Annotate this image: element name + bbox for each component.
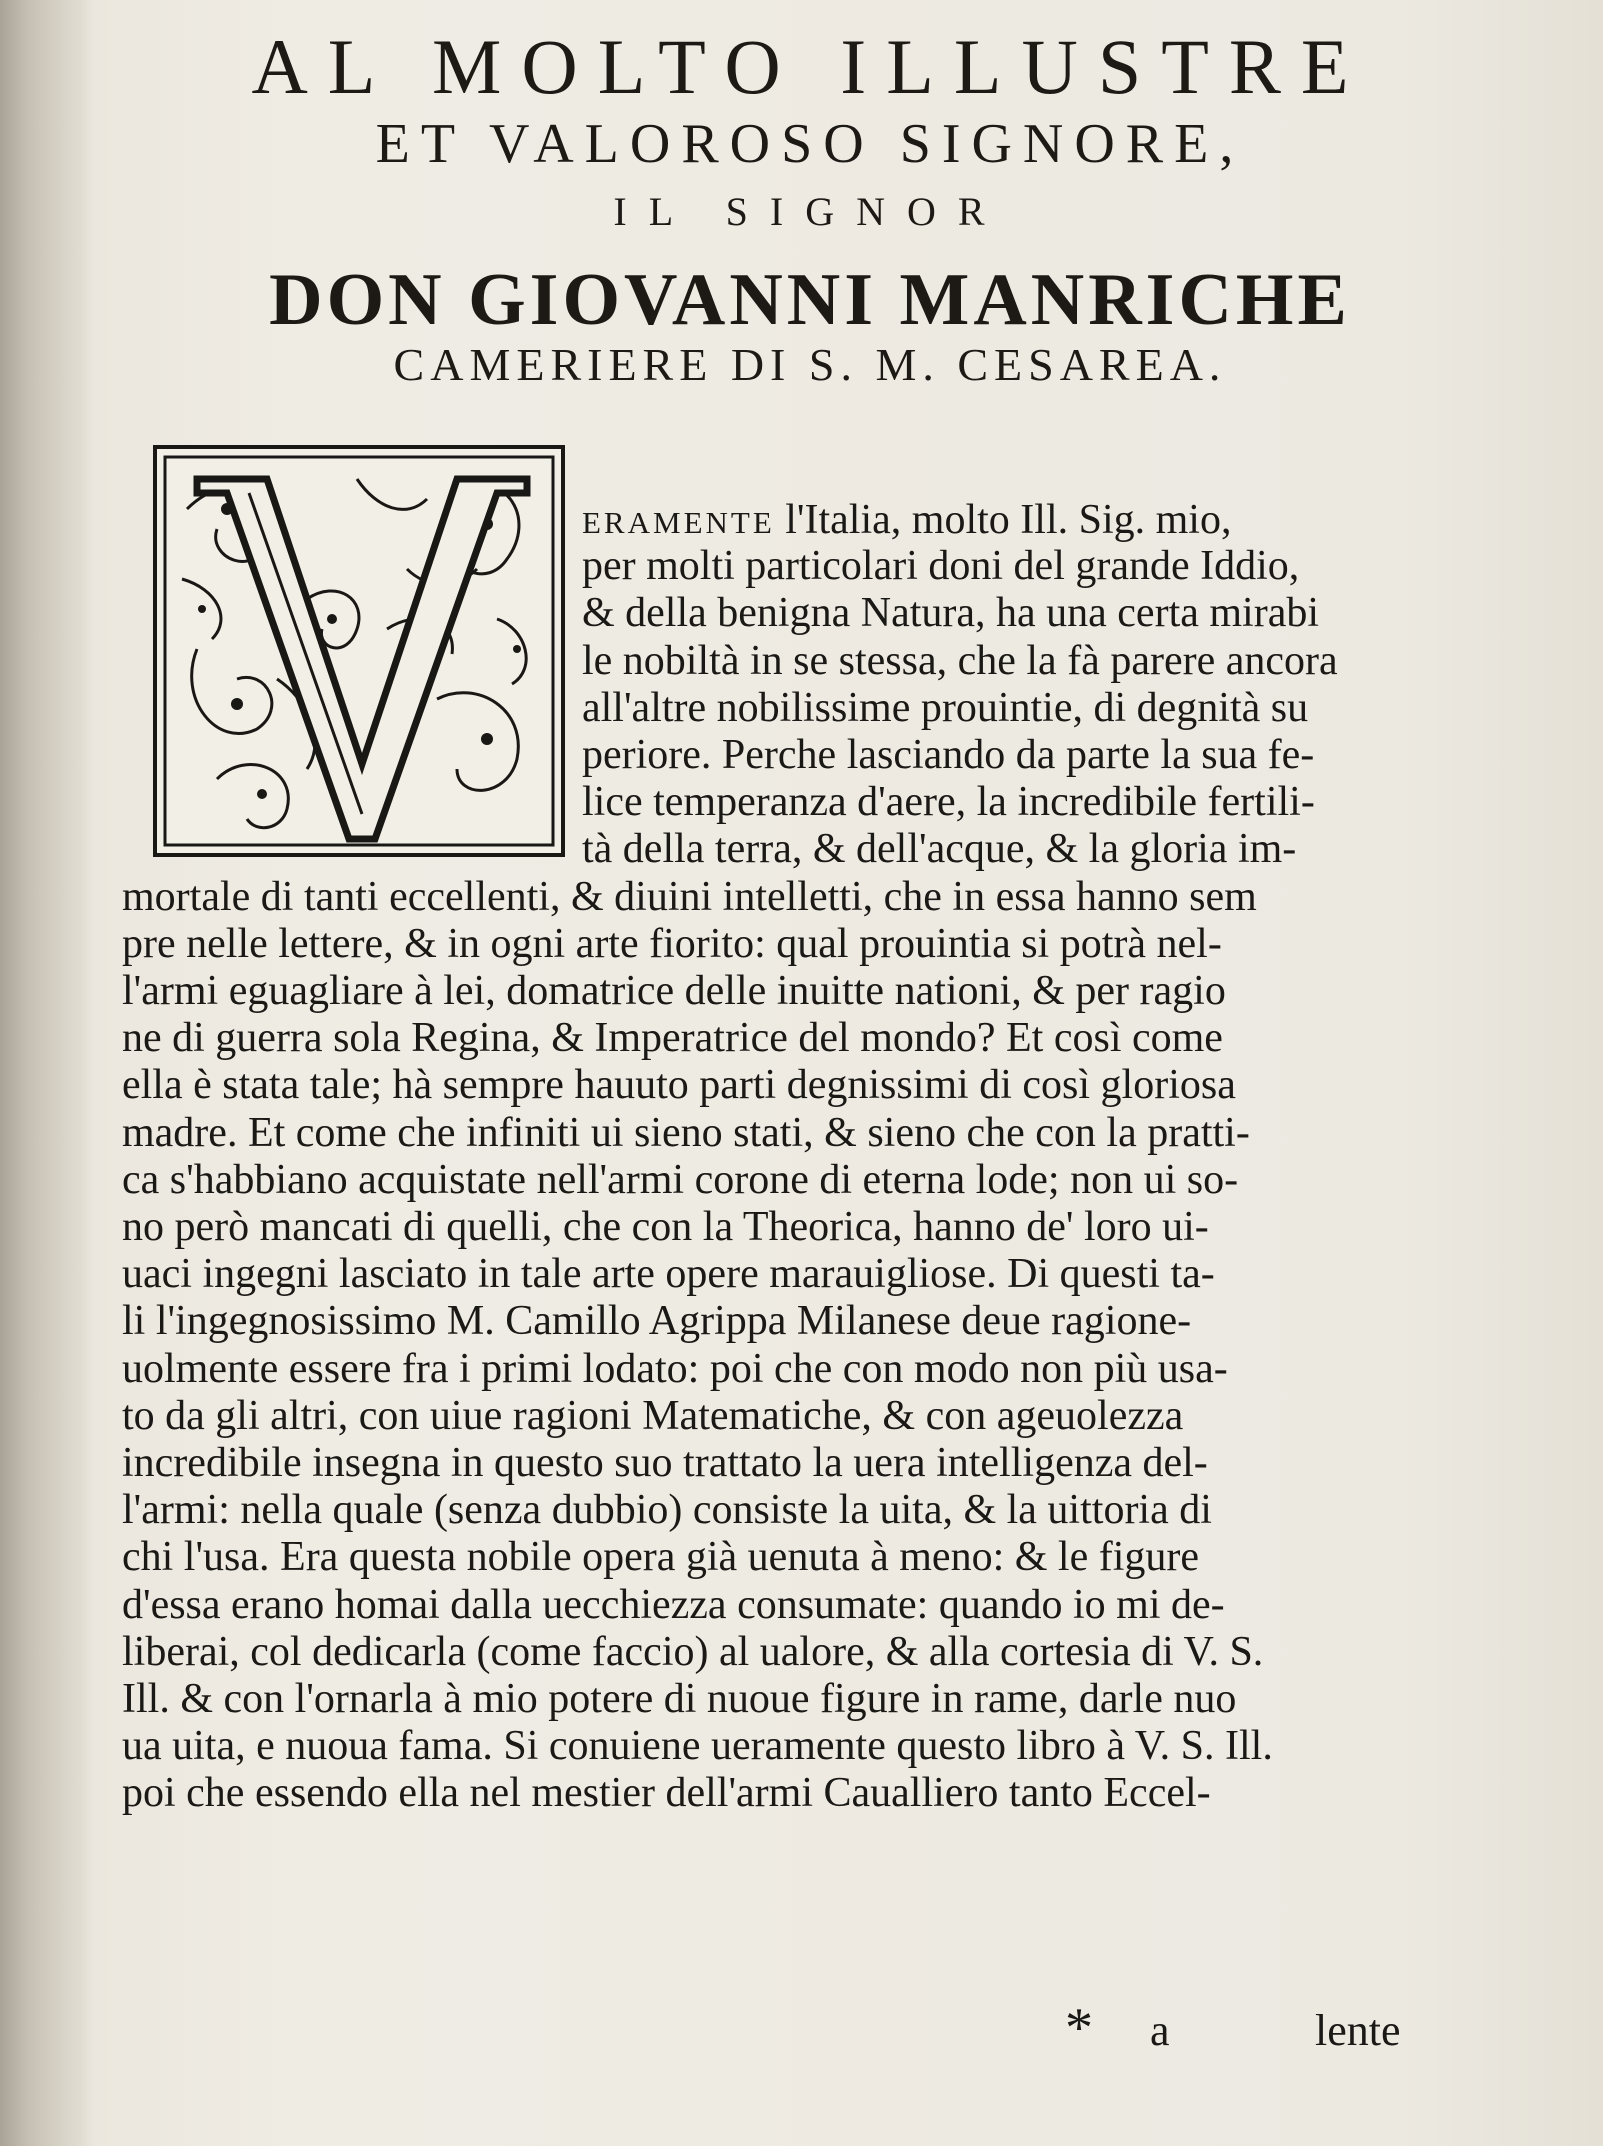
body-text-line: ua uita, e nuoua fama. Si conuiene ueramente questo libro à V. S. Ill. bbox=[122, 1723, 1273, 1770]
woodcut-initial-illustration bbox=[157, 449, 561, 853]
signature-letter: a bbox=[1150, 2006, 1170, 2055]
page-gutter-shadow bbox=[0, 0, 95, 2146]
dedication-heading-line-1: AL MOLTO ILLUSTRE bbox=[251, 23, 1369, 110]
body-text-line: d'essa erano homai dalla uecchiezza consumate: quando io mi de- bbox=[122, 1581, 1225, 1628]
body-text-line: lice temperanza d'aere, la incredibile fertili- bbox=[582, 779, 1315, 826]
body-text-line: poi che essendo ella nel mestier dell'armi Caualliero tanto Eccel- bbox=[122, 1770, 1211, 1817]
body-text-line: liberai, col dedicarla (come faccio) al ualore, & alla cortesia di V. S. bbox=[122, 1628, 1264, 1675]
body-text-line bbox=[582, 495, 1231, 544]
body-text-line: per molti particolari doni del grande Iddio, bbox=[582, 543, 1300, 590]
body-text-line: l'armi: nella quale (senza dubbio) consiste la uita, & la uittoria di bbox=[122, 1487, 1212, 1534]
body-text-line: ne di guerra sola Regina, & Imperatrice del mondo? Et così come bbox=[122, 1015, 1223, 1062]
body-text-line: uaci ingegni lasciato in tale arte opere marauigliose. Di questi ta- bbox=[122, 1251, 1215, 1298]
dedication-heading-line-3: IL SIGNOR bbox=[613, 189, 1007, 234]
body-text-line: le nobiltà in se stessa, che la fà parere ancora bbox=[582, 637, 1338, 684]
dedication-heading-line-2: ET VALOROSO SIGNORE, bbox=[375, 113, 1245, 175]
signature-mark: * bbox=[1065, 1997, 1093, 2059]
body-text-line: ella è stata tale; hà sempre hauuto parti degnissimi di così gloriosa bbox=[122, 1062, 1236, 1109]
decorated-initial-v bbox=[153, 445, 565, 857]
body-text-line: periore. Perche lasciando da parte la sua fe- bbox=[582, 732, 1315, 778]
body-text-line: pre nelle lettere, & in ogni arte fiorito: qual prouintia si potrà nel- bbox=[122, 920, 1222, 967]
catchword: lente bbox=[1315, 2006, 1401, 2055]
body-text-line: to da gli altri, con uiue ragioni Matematiche, & con ageuolezza bbox=[122, 1392, 1184, 1439]
body-text-line: all'altre nobilissime prouintie, di degnità su bbox=[582, 684, 1309, 731]
body-text-line: no però mancati di quelli, che con la Theorica, hanno de' loro ui- bbox=[122, 1204, 1209, 1250]
body-text-line: chi l'usa. Era questa nobile opera già uenuta à meno: & le figure bbox=[122, 1534, 1200, 1581]
dedicatee-title: CAMERIERE DI S. M. CESAREA. bbox=[393, 339, 1227, 390]
body-text-line: Ill. & con l'ornarla à mio potere di nuoue figure in rame, darle nuo bbox=[122, 1676, 1237, 1722]
body-text-line: li l'ingegnosissimo M. Camillo Agrippa Milanese deue ragione- bbox=[122, 1298, 1192, 1345]
dedicatee-name: DON GIOVANNI MANRICHE bbox=[269, 259, 1351, 341]
body-text-line: & della benigna Natura, ha una certa mirabi bbox=[582, 590, 1320, 637]
body-text-line: tà della terra, & dell'acque, & la gloria im- bbox=[582, 826, 1297, 873]
body-text-line: madre. Et come che infiniti ui sieno stati, & sieno che con la pratti- bbox=[122, 1109, 1250, 1156]
lead-word: eramente bbox=[582, 494, 775, 543]
body-text-line-content: l'Italia, molto Ill. Sig. mio, bbox=[785, 497, 1232, 543]
body-text-line: ca s'habbiano acquistate nell'armi corone di eterna lode; non ui so- bbox=[122, 1156, 1239, 1203]
body-text-line: uolmente essere fra i primi lodato: poi che con modo non più usa- bbox=[122, 1345, 1228, 1392]
body-text-line: mortale di tanti eccellenti, & diuini intelletti, che in essa hanno sem bbox=[122, 873, 1257, 920]
body-text-line: incredibile insegna in questo suo trattato la uera intelligenza del- bbox=[122, 1440, 1208, 1486]
body-text-line: l'armi eguagliare à lei, domatrice delle inuitte nationi, & per ragio bbox=[122, 968, 1226, 1014]
